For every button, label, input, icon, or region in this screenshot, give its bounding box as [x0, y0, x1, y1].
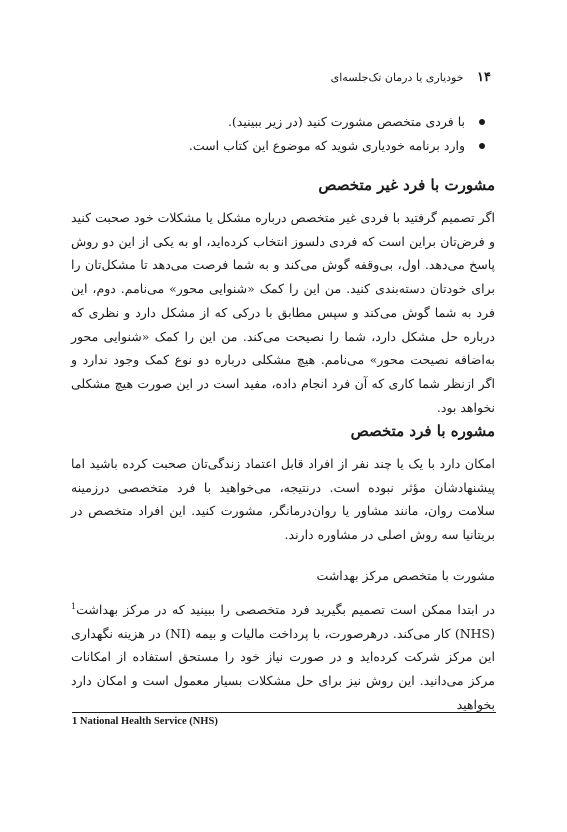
bullet-icon — [479, 143, 485, 149]
running-head — [71, 71, 491, 85]
footnote-marker: 1 — [71, 601, 77, 611]
page-number: ۱۴ — [477, 70, 491, 85]
section-heading-lay-consultation: مشورت با فرد غیر متخصص — [318, 176, 495, 194]
paragraph-health-center — [71, 598, 495, 717]
bullet-list — [87, 110, 487, 158]
paragraph-professional-consultation: امکان دارد با یک یا چند نفر از افراد قابل اعتماد زندگی‌تان صحبت کرده باشید اما پیشنهادشان مؤثر نبوده است. درنتیجه، می‌خواهید با فرد متخصصی درزمینه سلامت روان، مانند مشاور یا روان‌درمانگر، مشورت کنید. این افراد متخصص در بریتانیا سه روش اصلی در مشاوره دارند. — [71, 456, 495, 543]
section-heading-professional-consultation: مشوره با فرد متخصص — [350, 422, 495, 440]
paragraph-text-continued: (NHS) کار می‌کند. درهرصورت، با پرداخت مالیات و بیمه (NI) در هزینه نگهداری این مرکز شرکت کرده‌اید و در صورت نیاز خود را مستحق استفاده از امکانات مرکز می‌دانید. این روش نیز برای حل مشکلات بسیار معمول است و امکان دارد بخواهید — [71, 625, 495, 712]
section-heading-health-center: مشورت با متخصص مرکز بهداشت — [316, 568, 495, 583]
bullet-text: وارد برنامه خودیاری شوید که موضوع این کتاب است. — [188, 138, 465, 153]
paragraph-text: در ابتدا ممکن است تصمیم بگیرید فرد متخصصی را ببینید که در مرکز بهداشت — [76, 602, 495, 617]
list-item — [87, 134, 487, 158]
footnote: 1 National Health Service (NHS) — [72, 716, 218, 727]
footnote-divider — [72, 712, 496, 713]
paragraph-lay-consultation: اگر تصمیم گرفتید با فردی غیر متخصص درباره مشکل یا مشکلات خود صحبت کنید و فرض‌تان براین است که فردی دلسوز انتخاب کرده‌اید، او به یکی از این دو روش پاسخ می‌دهد. اول، بی‌وقفه گوش می‌کند و به شما فرصت می‌دهد تا مشکل‌تان را برای خودتان دسته‌بندی کنید. من این را کمک «شنوایی محور» می‌نامم. دوم، این فرد به شما گوش می‌کند و سپس مطابق با درکی که از مشکل دارد و نظری که درباره حل مشکل دارد، شما را نصیحت می‌کند. من این را کمک «شنوایی محور به‌اضافه نصیحت محور» می‌نامم. هیچ مشکلی درباره دو نوع کمک وجود ندارد و اگر ازنظر شما کاری که آن فرد انجام داده، مفید است در این صورت هیچ مشکلی نخواهد بود. — [71, 210, 496, 415]
chapter-title: خودیاری یا درمان تک‌جلسه‌ای — [330, 71, 464, 84]
bullet-icon — [479, 119, 485, 125]
bullet-text: با فردی متخصص مشورت کنید (در زیر ببینید). — [227, 114, 465, 129]
list-item — [87, 110, 487, 134]
